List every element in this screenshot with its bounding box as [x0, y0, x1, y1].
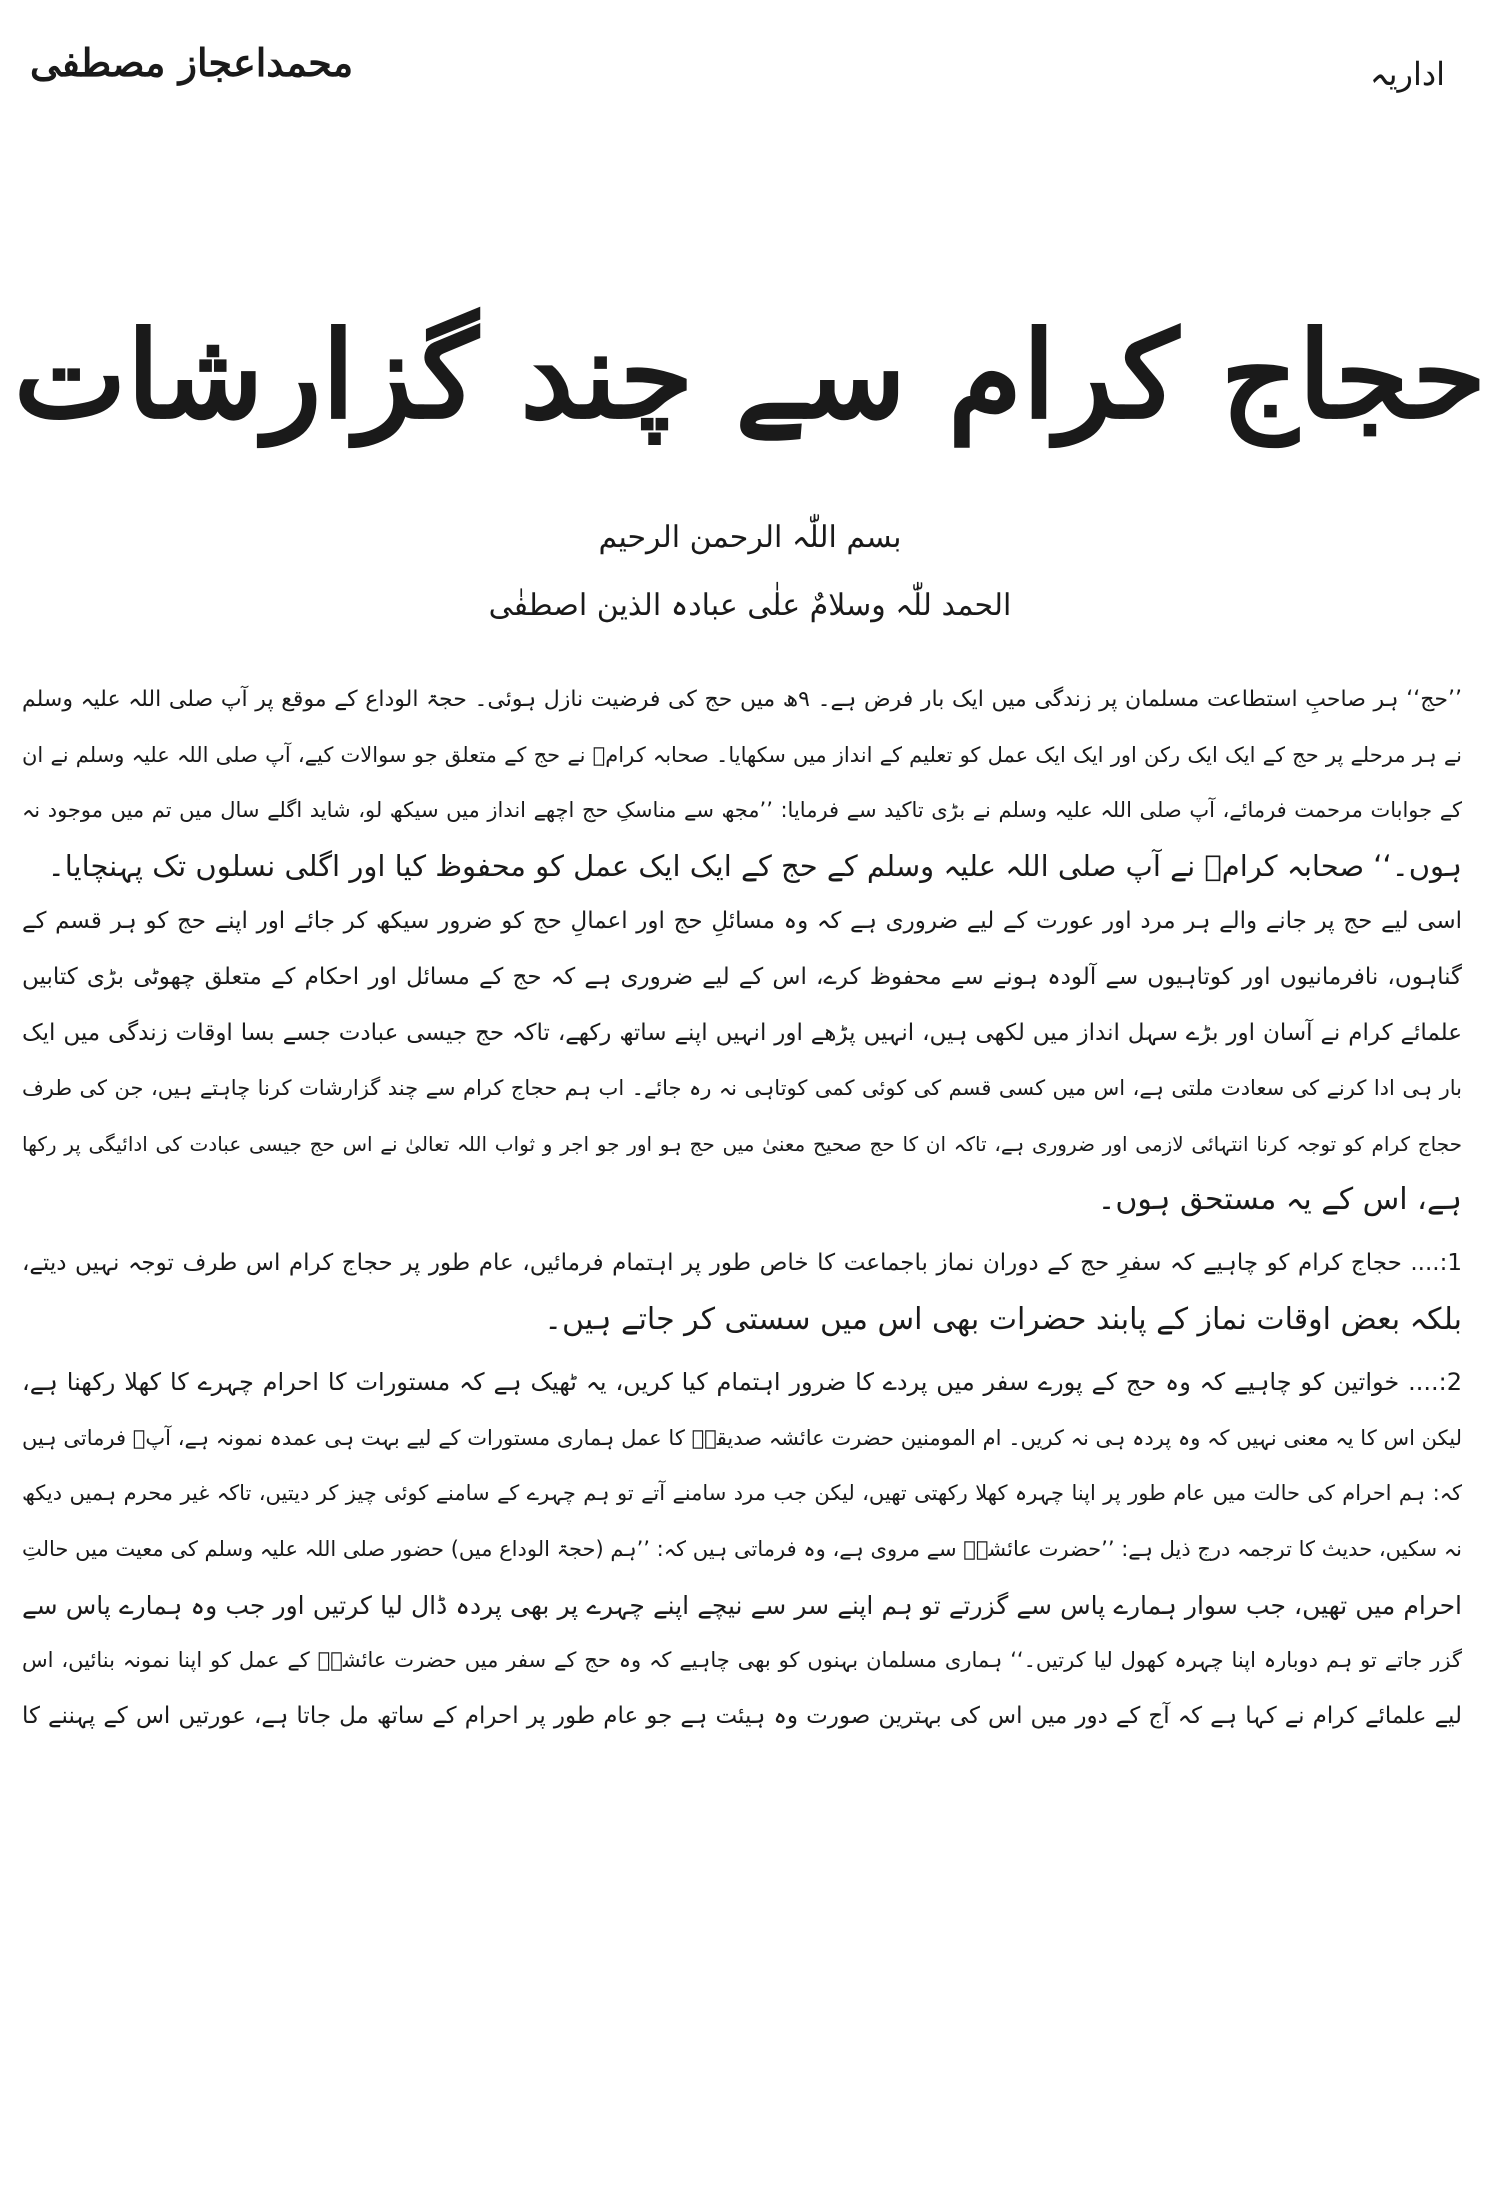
paragraph-2 — [22, 894, 1462, 1228]
text-line: گناہوں، نافرمانیوں اور کوتاہیوں سے آلودہ ہونے سے محفوظ کرے، اس کے لیے ضروری ہے کہ حج کے مسائل اور احکام کے متعلق چھوٹی بڑی کتابیں — [22, 963, 1462, 990]
text-line: بلکہ بعض اوقات نماز کے پابند حضرات بھی اس میں سستی کر جاتے ہیں۔ — [544, 1301, 1462, 1337]
page-title: حجاج کرام سے چند گزارشات — [13, 305, 1487, 446]
paragraph-4 — [22, 1355, 1462, 1744]
hamd-line: الحمد للّٰہ وسلامٌ علٰی عبادہ الذین اصطفٰی — [488, 588, 1012, 623]
section-label: اداریہ — [1369, 55, 1445, 93]
text-line: 1:.... حجاج کرام کو چاہیے کہ سفرِ حج کے دوران نماز باجماعت کا خاص طور پر اہتمام فرمائیں، عام طور پر حجاج کرام اس طرف توجہ نہیں دیتے، — [22, 1249, 1462, 1276]
text-line: نے ہر مرحلے پر حج کے ایک ایک رکن اور ایک ایک عمل کو تعلیم کے انداز میں سکھایا۔ صحابہ کرامؓ نے حج کے متعلق جو سوالات کیے، آپ صلی اللہ علیہ وسلم نے ان — [22, 742, 1462, 767]
bismillah: بسم اللّٰہ الرحمن الرحیم — [598, 520, 902, 555]
text-line: نہ سکیں، حدیث کا ترجمہ درج ذیل ہے: ’’حضرت عائشہؓ سے مروی ہے، وہ فرماتی ہیں کہ: ’’ہم (حجۃ الوداع میں) حضور صلی اللہ علیہ وسلم کی معیت میں حالتِ — [22, 1536, 1462, 1561]
text-line: علمائے کرام نے آسان اور بڑے سہل انداز میں لکھی ہیں، انہیں پڑھے اور انہیں اپنے ساتھ رکھے، تاکہ حج جیسی عبادت جسے بسا اوقات زندگی میں ایک — [22, 1019, 1462, 1046]
text-line: کہ: ہم احرام کی حالت میں عام طور پر اپنا چہرہ کھلا رکھتی تھیں، لیکن جب مرد سامنے آتے تو ہم چہرے کے سامنے کوئی چیز کر دیتیں، تاکہ غیر محرم ہمیں دیکھ — [22, 1481, 1462, 1506]
text-line: بار ہی ادا کرنے کی سعادت ملتی ہے، اس میں کسی قسم کی کوئی کمی کوتاہی نہ رہ جائے۔ اب ہم حجاج کرام سے چند گزارشات کرنا چاہتے ہیں، جن کی طرف — [22, 1076, 1462, 1101]
text-line: احرام میں تھیں، جب سوار ہمارے پاس سے گزرتے تو ہم اپنے سر سے نیچے اپنے چہرے پر بھی پردہ ڈال لیا کرتیں اور جب وہ ہمارے پاس سے — [22, 1590, 1462, 1620]
text-line: 2:.... خواتین کو چاہیے کہ وہ حج کے پورے سفر میں پردے کا ضرور اہتمام کیا کریں، یہ ٹھیک ہے کہ مستورات کا احرام چہرے کا کھلا رکھنا ہے، — [22, 1368, 1462, 1397]
text-line: ہوں۔‘‘ صحابہ کرامؓ نے آپ صلی اللہ علیہ وسلم کے حج کے ایک ایک عمل کو محفوظ کیا اور اگلی نسلوں تک پہنچایا۔ — [47, 848, 1462, 883]
text-line: حجاج کرام کو توجہ کرنا انتہائی لازمی اور ضروری ہے، تاکہ ان کا حج صحیح معنیٰ میں حج ہو اور جو اجر و ثواب اللہ تعالیٰ نے اس حج جیسی عبادت کی ادائیگی پر رکھا — [22, 1131, 1462, 1156]
article-body — [22, 672, 1462, 1744]
text-line: لیے علمائے کرام نے کہا ہے کہ آج کے دور میں اس کی بہترین صورت وہ ہیئت ہے جو عام طور پر احرام کے ساتھ مل جاتا ہے، عورتیں اس کے پہننے کا — [22, 1702, 1462, 1729]
text-line: لیکن اس کا یہ معنی نہیں کہ وہ پردہ ہی نہ کریں۔ ام المومنین حضرت عائشہ صدیقہؓ کا عمل ہماری مستورات کے لیے بہت ہی عمدہ نمونہ ہے، آپؓ فرماتی ہیں — [22, 1425, 1462, 1450]
text-line: ’’حج‘‘ ہر صاحبِ استطاعت مسلمان پر زندگی میں ایک بار فرض ہے۔ ۹ھ میں حج کی فرضیت نازل ہوئی۔ حجۃ الوداع کے موقع پر آپ صلی اللہ علیہ وسلم — [22, 687, 1462, 712]
paragraph-3 — [22, 1236, 1462, 1347]
text-line: گزر جاتے تو ہم دوبارہ اپنا چہرہ کھول لیا کرتیں۔‘‘ ہماری مسلمان بہنوں کو بھی چاہیے کہ وہ حج کے سفر میں حضرت عائشہؓ کے عمل کو اپنا نمونہ بنائیں، اس — [22, 1648, 1462, 1673]
author-name: محمداعجاز مصطفی — [30, 40, 354, 85]
text-line: ہے، اس کے یہ مستحق ہوں۔ — [1097, 1182, 1462, 1218]
text-line: اسی لیے حج پر جانے والے ہر مرد اور عورت کے لیے ضروری ہے کہ وہ مسائلِ حج اور اعمالِ حج کو ضرور سیکھ کر جائے اور اپنے حج کو ہر قسم کے — [22, 908, 1462, 935]
text-line: کے جوابات مرحمت فرمائے، آپ صلی اللہ علیہ وسلم نے بڑی تاکید سے فرمایا: ’’مجھ سے مناسکِ حج اچھے انداز میں سیکھ لو، شاید اگلے سال میں تم میں موجود نہ — [22, 798, 1462, 823]
paragraph-1 — [22, 672, 1462, 894]
